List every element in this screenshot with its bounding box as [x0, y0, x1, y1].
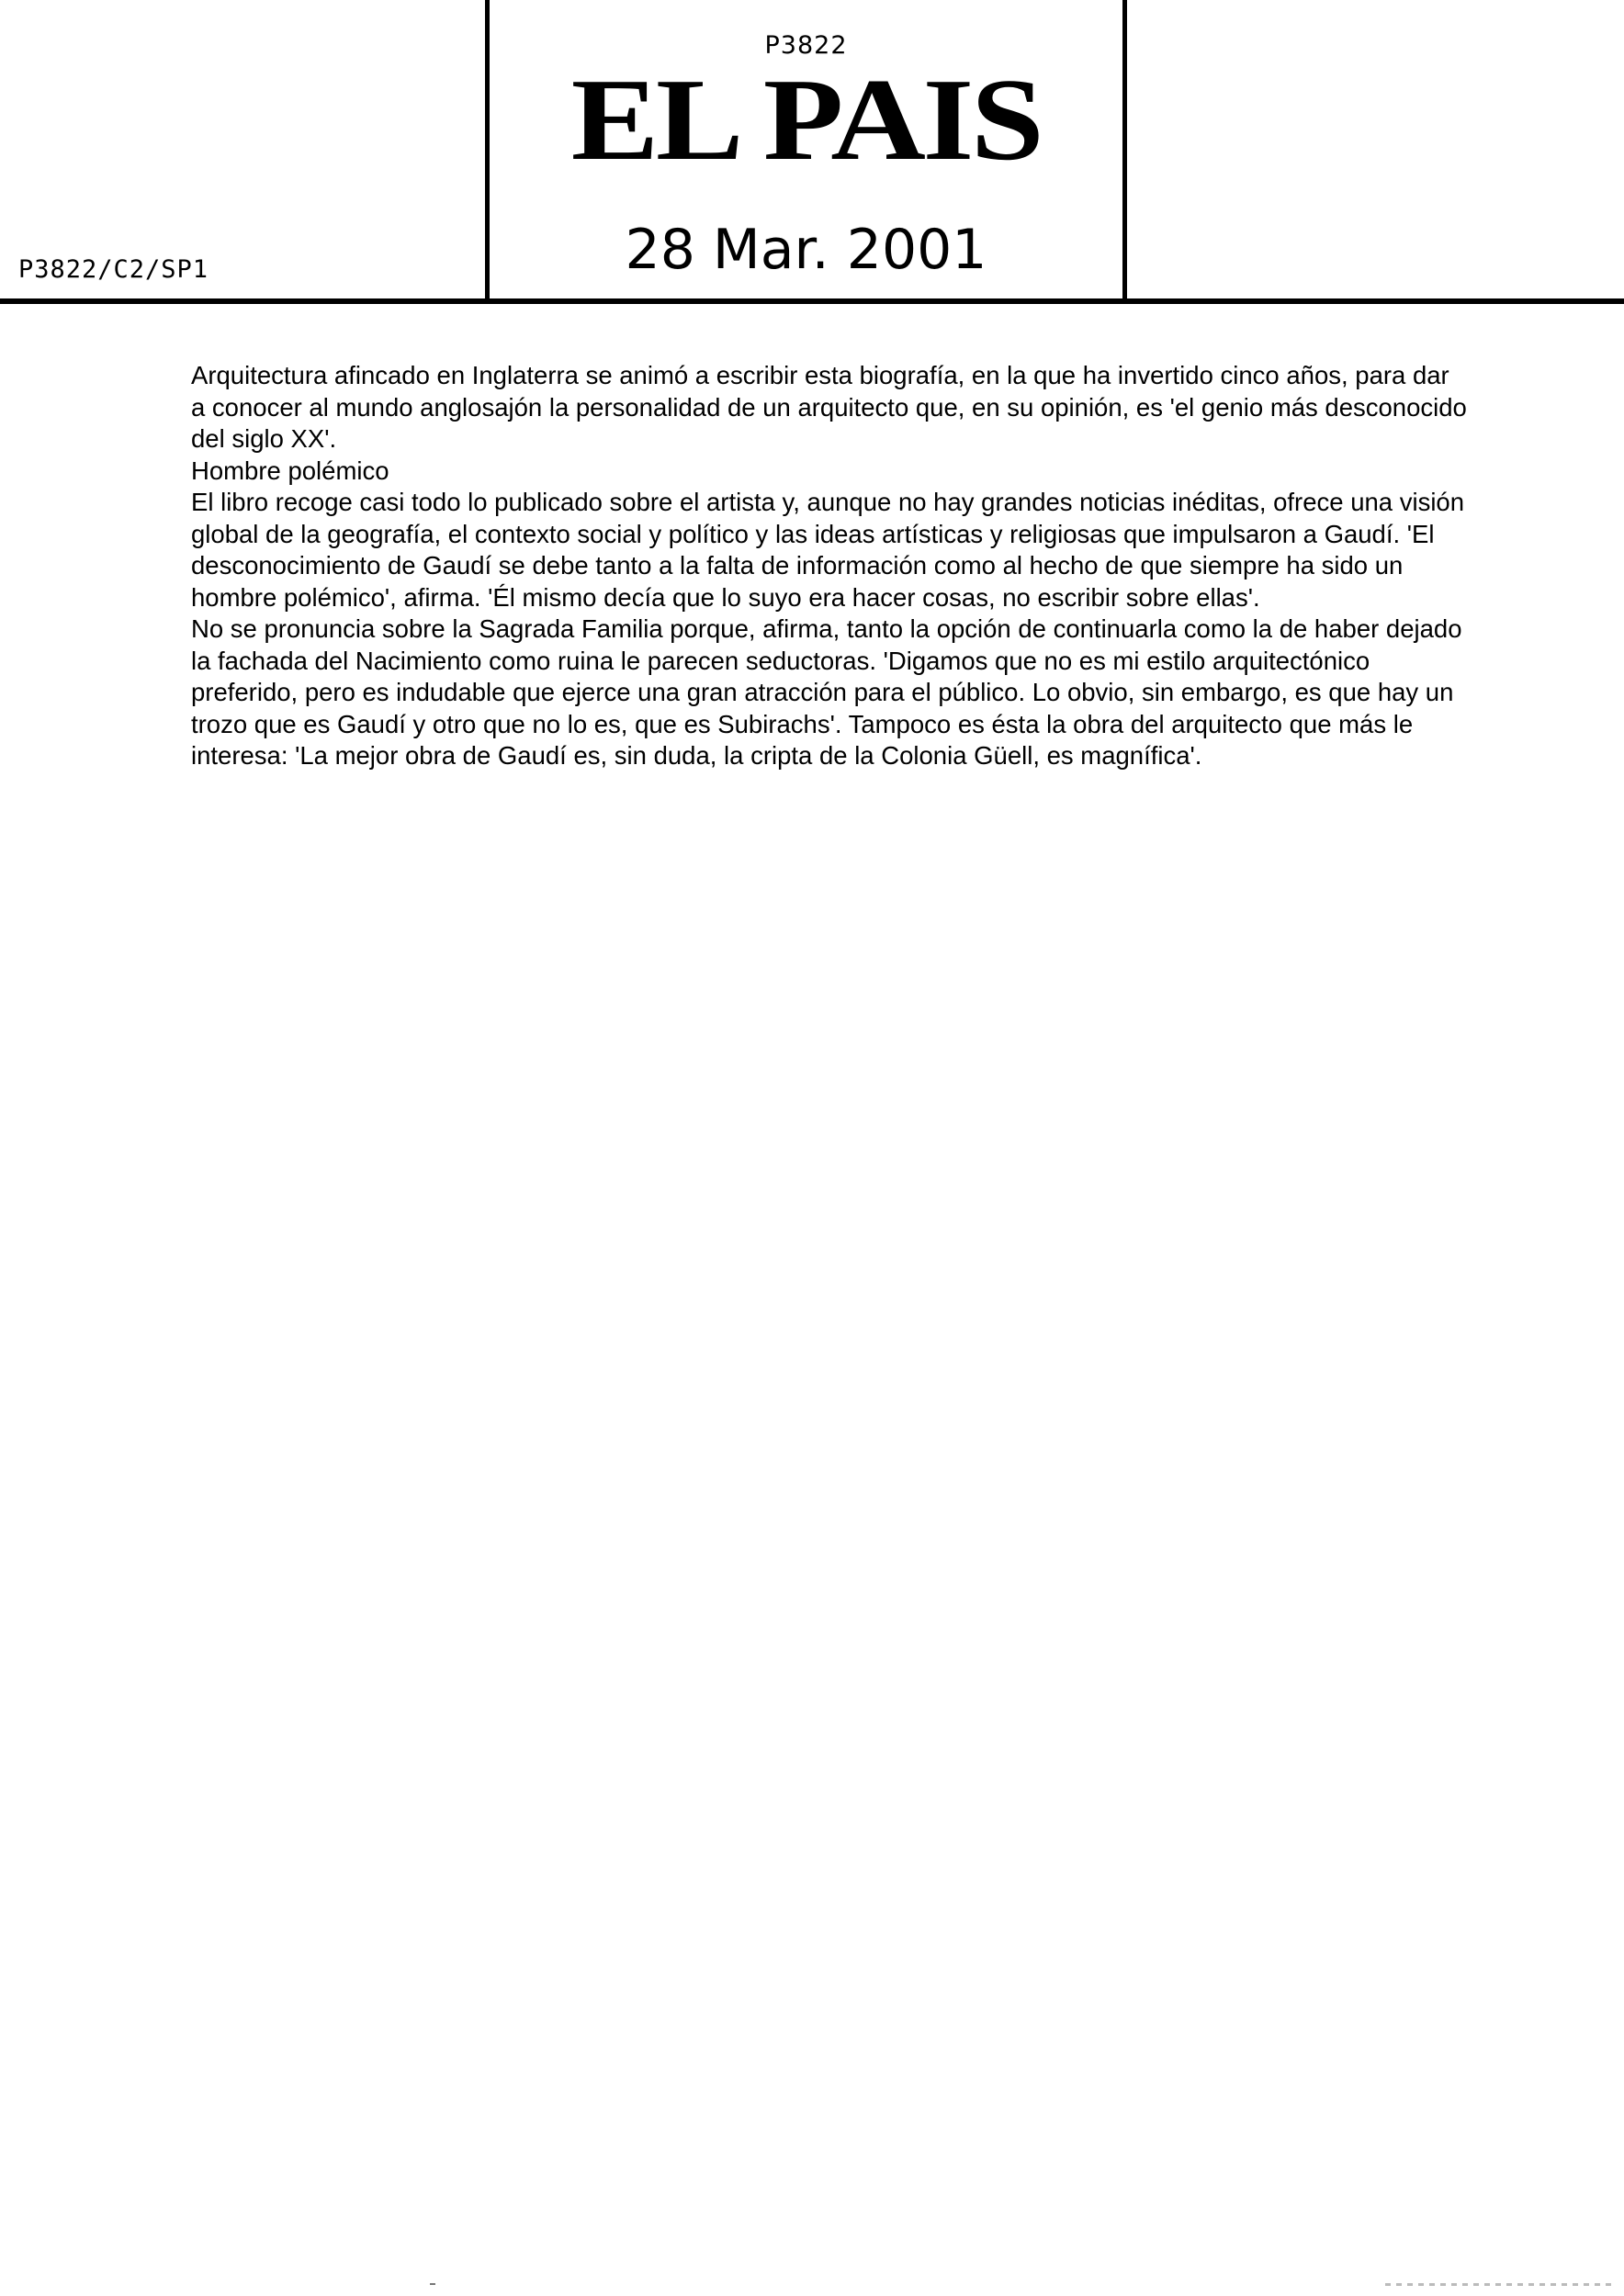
article-paragraph: Arquitectura afincado en Inglaterra se animó a escribir esta biografía, en la que ha invertido cinco años, para dar a conocer al mundo anglosajón la personalidad de un arquitecto que, en su opinión, es 'el genio más desconocido del siglo XX'.	[191, 361, 1467, 453]
publication-code: P3822	[764, 31, 848, 60]
article-subheading: Hombre polémico	[191, 456, 389, 485]
masthead-block	[490, 0, 1122, 298]
article-paragraph: El libro recoge casi todo lo publicado sobre el artista y, aunque no hay grandes noticias inéditas, ofrece una visión global de la geografía, el contexto social y político y las ideas artísticas y religiosas que impulsaron a Gaudí. 'El desconocimiento de Gaudí se debe tanto a la falta de información como al hecho de que siempre ha sido un hombre polémico', afirma. 'Él mismo decía que lo suyo era hacer cosas, no escribir sobre ellas'.	[191, 488, 1465, 612]
article-paragraph: No se pronuncia sobre la Sagrada Familia porque, afirma, tanto la opción de continuarla como la de haber dejado la fachada del Nacimiento como ruina le parecen seductoras. 'Digamos que no es mi estilo arquitectónico preferido, pero es indudable que ejerce una gran atracción para el público. Lo obvio, sin embargo, es que hay un trozo que es Gaudí y otro que no lo es, que es Subirachs'. Tampoco es ésta la obra del arquitecto que más le interesa: 'La mejor obra de Gaudí es, sin duda, la cripta de la Colonia Güell, es magnífica'.	[191, 614, 1462, 770]
publication-date: 28 Mar. 2001	[625, 218, 987, 282]
scan-mark	[430, 2283, 435, 2285]
scan-footer-marks	[1385, 2283, 1615, 2286]
article-body	[191, 360, 1468, 772]
clipping-reference-code: P3822/C2/SP1	[18, 255, 209, 284]
header-rule	[0, 298, 1624, 304]
newspaper-masthead: EL PAIS	[570, 54, 1042, 185]
